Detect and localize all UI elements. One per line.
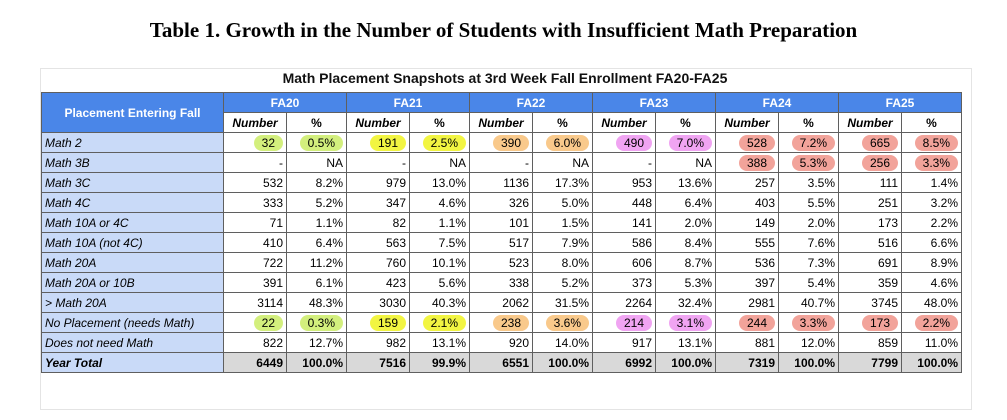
term-header: FA25	[839, 93, 962, 113]
term-header: FA23	[593, 93, 716, 113]
percent-header: %	[902, 113, 962, 133]
number-cell: 532	[224, 173, 287, 193]
snapshot-title: Math Placement Snapshots at 3rd Week Fall Enrollment FA20-FA25	[282, 70, 728, 86]
number-cell: 3114	[224, 293, 287, 313]
number-header: Number	[347, 113, 410, 133]
percent-cell	[779, 133, 839, 153]
table-row	[42, 173, 962, 193]
percent-cell: 12.7%	[287, 333, 347, 353]
percent-cell: 100.0%	[779, 353, 839, 373]
number-cell: 359	[839, 273, 902, 293]
percent-cell	[902, 133, 962, 153]
term-header: FA22	[470, 93, 593, 113]
number-cell	[839, 153, 902, 173]
highlight-marker: 2.1%	[423, 315, 466, 331]
percent-cell: 6.1%	[287, 273, 347, 293]
number-cell: 536	[716, 253, 779, 273]
highlight-marker: 159	[370, 315, 406, 331]
number-cell: 6551	[470, 353, 533, 373]
number-cell	[470, 133, 533, 153]
number-cell: 7516	[347, 353, 410, 373]
number-cell: 920	[470, 333, 533, 353]
percent-header: %	[779, 113, 839, 133]
number-cell: 822	[224, 333, 287, 353]
percent-cell: 11.2%	[287, 253, 347, 273]
percent-cell: 5.5%	[779, 193, 839, 213]
highlight-marker: 0.5%	[300, 135, 343, 151]
number-cell	[716, 153, 779, 173]
number-cell: 7319	[716, 353, 779, 373]
percent-cell: 17.3%	[533, 173, 593, 193]
document-title: Table 1. Growth in the Number of Students with Insufficient Math Preparation	[149, 18, 858, 42]
percent-cell: 40.7%	[779, 293, 839, 313]
number-cell: 410	[224, 233, 287, 253]
highlight-marker: 173	[862, 315, 898, 331]
percent-cell: NA	[287, 153, 347, 173]
percent-cell: 32.4%	[656, 293, 716, 313]
number-cell	[593, 313, 656, 333]
highlight-marker: 528	[739, 135, 775, 151]
highlight-marker: 3.1%	[669, 315, 712, 331]
percent-cell: 31.5%	[533, 293, 593, 313]
number-cell	[347, 133, 410, 153]
highlight-marker: 191	[370, 135, 406, 151]
number-header: Number	[593, 113, 656, 133]
number-cell: 149	[716, 213, 779, 233]
number-cell: 347	[347, 193, 410, 213]
number-cell: -	[593, 153, 656, 173]
number-cell: 6449	[224, 353, 287, 373]
number-cell	[716, 133, 779, 153]
highlight-marker: 2.5%	[423, 135, 466, 151]
percent-cell: 100.0%	[656, 353, 716, 373]
percent-cell: 7.6%	[779, 233, 839, 253]
number-cell	[347, 313, 410, 333]
highlight-marker: 490	[616, 135, 652, 151]
placement-table	[41, 92, 962, 373]
highlight-marker: 388	[739, 155, 775, 171]
percent-header: %	[533, 113, 593, 133]
percent-cell	[656, 313, 716, 333]
percent-cell: 48.3%	[287, 293, 347, 313]
row-label: Math 10A (not 4C)	[42, 233, 224, 253]
term-header: FA20	[224, 93, 347, 113]
percent-cell: 48.0%	[902, 293, 962, 313]
highlight-marker: 665	[862, 135, 898, 151]
number-cell	[224, 313, 287, 333]
highlight-marker: 7.2%	[792, 135, 835, 151]
percent-cell	[902, 313, 962, 333]
table-row	[42, 153, 962, 173]
number-cell: 101	[470, 213, 533, 233]
number-cell: 338	[470, 273, 533, 293]
number-cell: 760	[347, 253, 410, 273]
number-cell	[224, 133, 287, 153]
percent-cell: 13.6%	[656, 173, 716, 193]
number-cell: 71	[224, 213, 287, 233]
row-label: Math 4C	[42, 193, 224, 213]
number-cell	[593, 133, 656, 153]
number-cell: 1136	[470, 173, 533, 193]
number-cell: 859	[839, 333, 902, 353]
percent-cell: 40.3%	[410, 293, 470, 313]
percent-cell: 11.0%	[902, 333, 962, 353]
percent-cell: 1.1%	[287, 213, 347, 233]
percent-cell: NA	[410, 153, 470, 173]
percent-cell: 5.0%	[533, 193, 593, 213]
row-label: Does not need Math	[42, 333, 224, 353]
percent-cell	[779, 313, 839, 333]
percent-cell: 10.1%	[410, 253, 470, 273]
table-body	[42, 133, 962, 373]
term-header: FA21	[347, 93, 470, 113]
table-row	[42, 273, 962, 293]
placement-header: Placement Entering Fall	[42, 93, 224, 133]
highlight-marker: 7.0%	[669, 135, 712, 151]
percent-cell: 7.5%	[410, 233, 470, 253]
percent-cell: 99.9%	[410, 353, 470, 373]
row-label: Math 20A	[42, 253, 224, 273]
highlight-marker: 6.0%	[546, 135, 589, 151]
percent-cell: 100.0%	[287, 353, 347, 373]
number-cell	[839, 313, 902, 333]
percent-cell: 100.0%	[533, 353, 593, 373]
total-label: Year Total	[42, 353, 224, 373]
percent-cell	[533, 133, 593, 153]
percent-cell: 13.0%	[410, 173, 470, 193]
row-label: Math 3C	[42, 173, 224, 193]
number-cell: 3745	[839, 293, 902, 313]
percent-cell: 13.1%	[410, 333, 470, 353]
percent-cell	[902, 153, 962, 173]
number-cell: 881	[716, 333, 779, 353]
percent-cell: 1.5%	[533, 213, 593, 233]
number-cell: 555	[716, 233, 779, 253]
percent-cell: 5.6%	[410, 273, 470, 293]
term-header: FA24	[716, 93, 839, 113]
highlight-marker: 3.3%	[792, 315, 835, 331]
percent-cell: 6.4%	[287, 233, 347, 253]
number-cell: -	[224, 153, 287, 173]
highlight-marker: 5.3%	[792, 155, 835, 171]
percent-cell: 2.0%	[656, 213, 716, 233]
number-cell: 173	[839, 213, 902, 233]
table-row	[42, 133, 962, 153]
percent-cell: 4.6%	[902, 273, 962, 293]
highlight-marker: 0.3%	[300, 315, 343, 331]
table-row	[42, 213, 962, 233]
number-cell: 397	[716, 273, 779, 293]
percent-cell: 6.6%	[902, 233, 962, 253]
table-row	[42, 293, 962, 313]
number-cell: 606	[593, 253, 656, 273]
percent-cell: NA	[656, 153, 716, 173]
percent-cell: 3.2%	[902, 193, 962, 213]
percent-cell: 5.2%	[533, 273, 593, 293]
number-cell: 6992	[593, 353, 656, 373]
table-row	[42, 233, 962, 253]
number-cell: 391	[224, 273, 287, 293]
percent-cell: 8.0%	[533, 253, 593, 273]
number-cell: 523	[470, 253, 533, 273]
number-cell: 257	[716, 173, 779, 193]
percent-cell: 8.2%	[287, 173, 347, 193]
number-cell	[839, 133, 902, 153]
percent-cell: 4.6%	[410, 193, 470, 213]
highlight-marker: 214	[616, 315, 652, 331]
percent-cell	[410, 313, 470, 333]
number-cell: 979	[347, 173, 410, 193]
number-cell: 691	[839, 253, 902, 273]
number-cell: 953	[593, 173, 656, 193]
highlight-marker: 2.2%	[915, 315, 958, 331]
percent-cell: 2.0%	[779, 213, 839, 233]
number-cell: 423	[347, 273, 410, 293]
number-cell: 7799	[839, 353, 902, 373]
number-cell: 111	[839, 173, 902, 193]
percent-cell: 7.3%	[779, 253, 839, 273]
percent-cell: 6.4%	[656, 193, 716, 213]
percent-cell: 8.7%	[656, 253, 716, 273]
percent-cell: 5.2%	[287, 193, 347, 213]
number-cell: 586	[593, 233, 656, 253]
percent-cell: 3.5%	[779, 173, 839, 193]
percent-cell: 14.0%	[533, 333, 593, 353]
number-cell	[470, 313, 533, 333]
highlight-marker: 22	[254, 315, 283, 331]
percent-cell: 5.3%	[656, 273, 716, 293]
percent-header: %	[656, 113, 716, 133]
row-label: Math 2	[42, 133, 224, 153]
number-cell: 448	[593, 193, 656, 213]
percent-cell	[779, 153, 839, 173]
highlight-marker: 238	[493, 315, 529, 331]
number-cell: 82	[347, 213, 410, 233]
number-cell: 403	[716, 193, 779, 213]
number-cell: 563	[347, 233, 410, 253]
number-cell: 517	[470, 233, 533, 253]
percent-header: %	[410, 113, 470, 133]
row-label: Math 20A or 10B	[42, 273, 224, 293]
number-cell: 2264	[593, 293, 656, 313]
percent-cell: 5.4%	[779, 273, 839, 293]
number-cell: 3030	[347, 293, 410, 313]
number-cell: 251	[839, 193, 902, 213]
number-cell: 516	[839, 233, 902, 253]
percent-header: %	[287, 113, 347, 133]
percent-cell	[533, 313, 593, 333]
percent-cell: 1.1%	[410, 213, 470, 233]
percent-cell	[410, 133, 470, 153]
percent-cell: 12.0%	[779, 333, 839, 353]
number-cell: 722	[224, 253, 287, 273]
number-cell: 333	[224, 193, 287, 213]
percent-cell: 100.0%	[902, 353, 962, 373]
row-label: Math 10A or 4C	[42, 213, 224, 233]
number-cell: 326	[470, 193, 533, 213]
highlight-marker: 3.6%	[546, 315, 589, 331]
number-cell: 982	[347, 333, 410, 353]
percent-cell: 8.9%	[902, 253, 962, 273]
percent-cell: 8.4%	[656, 233, 716, 253]
highlight-marker: 32	[254, 135, 283, 151]
number-header: Number	[470, 113, 533, 133]
percent-cell: NA	[533, 153, 593, 173]
number-header: Number	[839, 113, 902, 133]
percent-cell	[656, 133, 716, 153]
number-header: Number	[224, 113, 287, 133]
table-row	[42, 193, 962, 213]
highlight-marker: 390	[493, 135, 529, 151]
row-label: Math 3B	[42, 153, 224, 173]
row-label: No Placement (needs Math)	[42, 313, 224, 333]
percent-cell: 1.4%	[902, 173, 962, 193]
number-header: Number	[716, 113, 779, 133]
number-cell: 373	[593, 273, 656, 293]
number-cell: 141	[593, 213, 656, 233]
table-row	[42, 313, 962, 333]
number-cell: -	[470, 153, 533, 173]
highlight-marker: 3.3%	[915, 155, 958, 171]
percent-cell: 13.1%	[656, 333, 716, 353]
table-row	[42, 333, 962, 353]
percent-cell: 7.9%	[533, 233, 593, 253]
number-cell: -	[347, 153, 410, 173]
number-cell: 2981	[716, 293, 779, 313]
term-header-row	[42, 93, 962, 113]
highlight-marker: 244	[739, 315, 775, 331]
highlight-marker: 8.5%	[915, 135, 958, 151]
percent-cell: 2.2%	[902, 213, 962, 233]
number-cell: 917	[593, 333, 656, 353]
percent-cell	[287, 133, 347, 153]
table-row	[42, 253, 962, 273]
percent-cell	[287, 313, 347, 333]
highlight-marker: 256	[862, 155, 898, 171]
number-cell	[716, 313, 779, 333]
total-row	[42, 353, 962, 373]
number-cell: 2062	[470, 293, 533, 313]
row-label: > Math 20A	[42, 293, 224, 313]
